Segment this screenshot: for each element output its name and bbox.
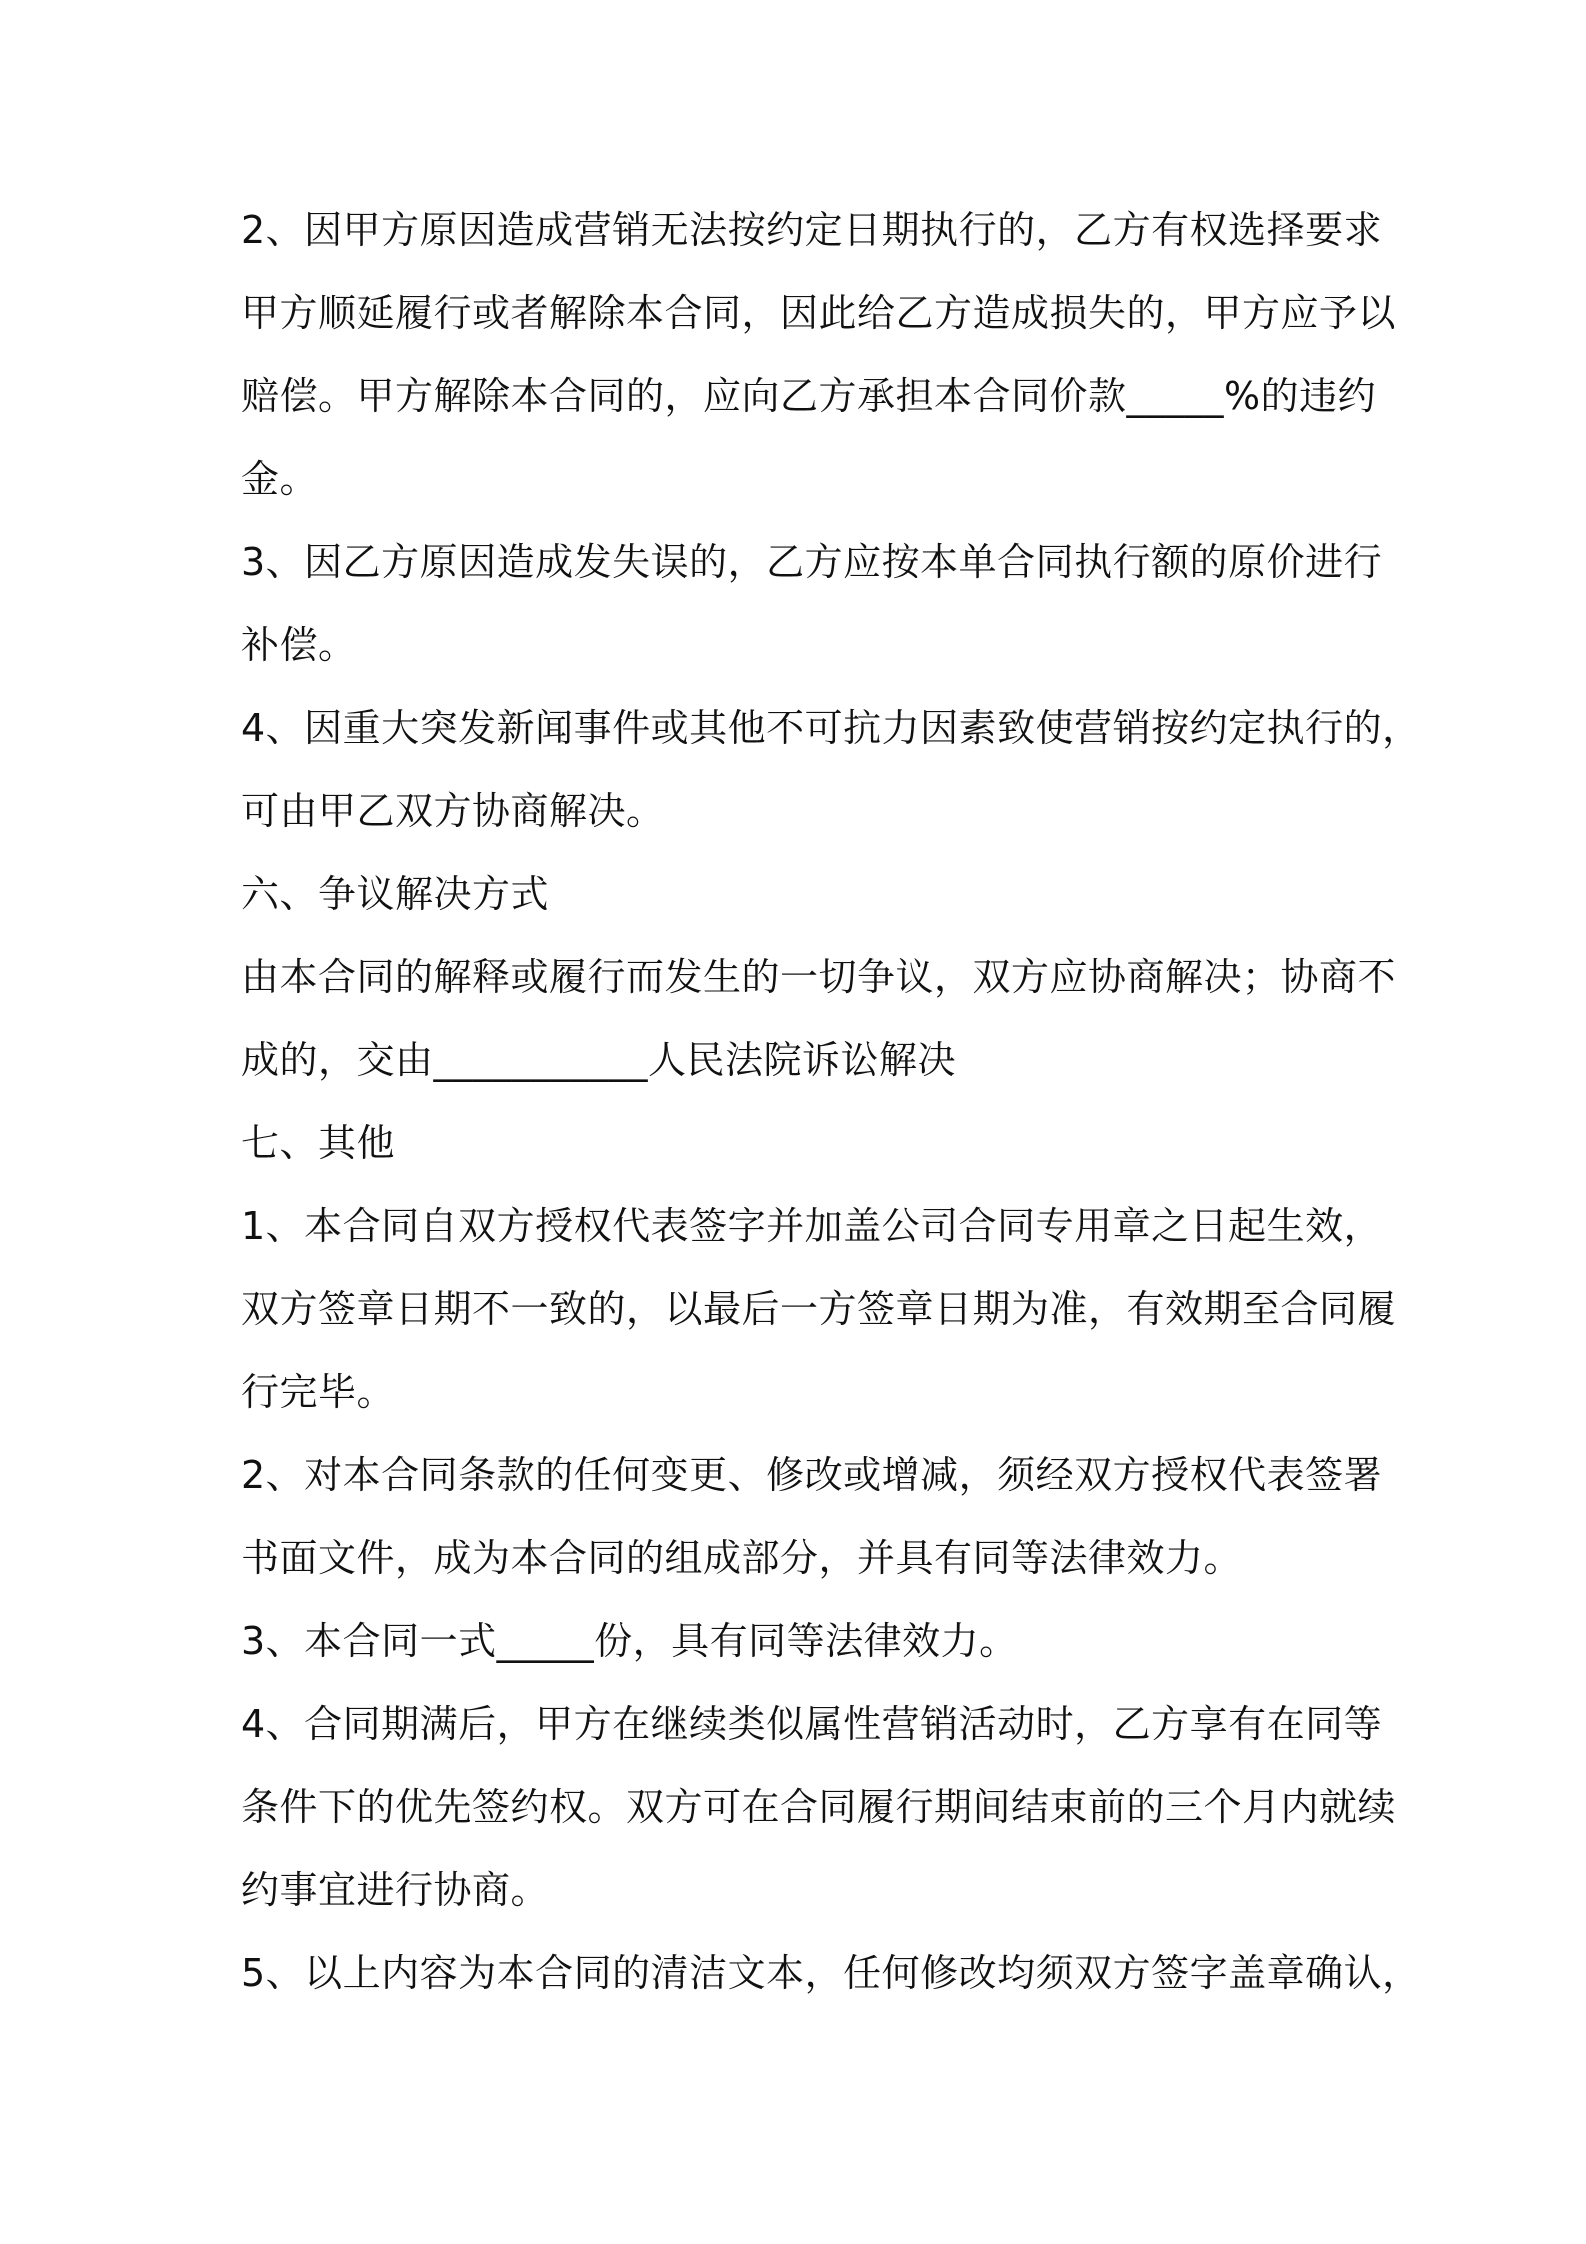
- text-line: 2、对本合同条款的任何变更、修改或增减，须经双方授权代表签署: [241, 1453, 1383, 1497]
- section-heading: 六、争议解决方式: [241, 872, 550, 916]
- text-line: 补偿。: [241, 623, 357, 667]
- section-heading: 七、其他: [241, 1121, 396, 1165]
- text-line: 条件下的优先签约权。双方可在合同履行期间结束前的三个月内就续: [241, 1785, 1397, 1829]
- text-line: 约事宜进行协商。: [241, 1868, 550, 1912]
- text-line: 书面文件，成为本合同的组成部分，并具有同等法律效力。: [241, 1536, 1243, 1580]
- text-line: 3、因乙方原因造成发失误的，乙方应按本单合同执行额的原价进行: [241, 540, 1383, 584]
- text-line: 可由甲乙双方协商解决。: [241, 789, 665, 833]
- text-line: 由本合同的解释或履行而发生的一切争议，双方应协商解决；协商不: [241, 955, 1397, 999]
- text-line: 成的，交由___________人民法院诉讼解决: [241, 1038, 957, 1082]
- text-line: 甲方顺延履行或者解除本合同，因此给乙方造成损失的，甲方应予以: [241, 291, 1397, 335]
- text-line: 5、以上内容为本合同的清洁文本，任何修改均须双方签字盖章确认，: [241, 1951, 1421, 1995]
- text-line: 行完毕。: [241, 1370, 396, 1414]
- text-line: 双方签章日期不一致的，以最后一方签章日期为准，有效期至合同履: [241, 1287, 1397, 1331]
- text-line: 金。: [241, 457, 319, 501]
- text-line: 3、本合同一式_____份，具有同等法律效力。: [241, 1619, 1018, 1663]
- text-line: 4、合同期满后，甲方在继续类似属性营销活动时，乙方享有在同等: [241, 1702, 1383, 1746]
- text-line: 4、因重大突发新闻事件或其他不可抗力因素致使营销按约定执行的，: [241, 706, 1421, 750]
- text-line: 赔偿。甲方解除本合同的，应向乙方承担本合同价款_____%的违约: [241, 374, 1377, 418]
- text-line: 1、本合同自双方授权代表签字并加盖公司合同专用章之日起生效，: [241, 1204, 1383, 1248]
- text-line: 2、因甲方原因造成营销无法按约定日期执行的，乙方有权选择要求: [241, 208, 1383, 252]
